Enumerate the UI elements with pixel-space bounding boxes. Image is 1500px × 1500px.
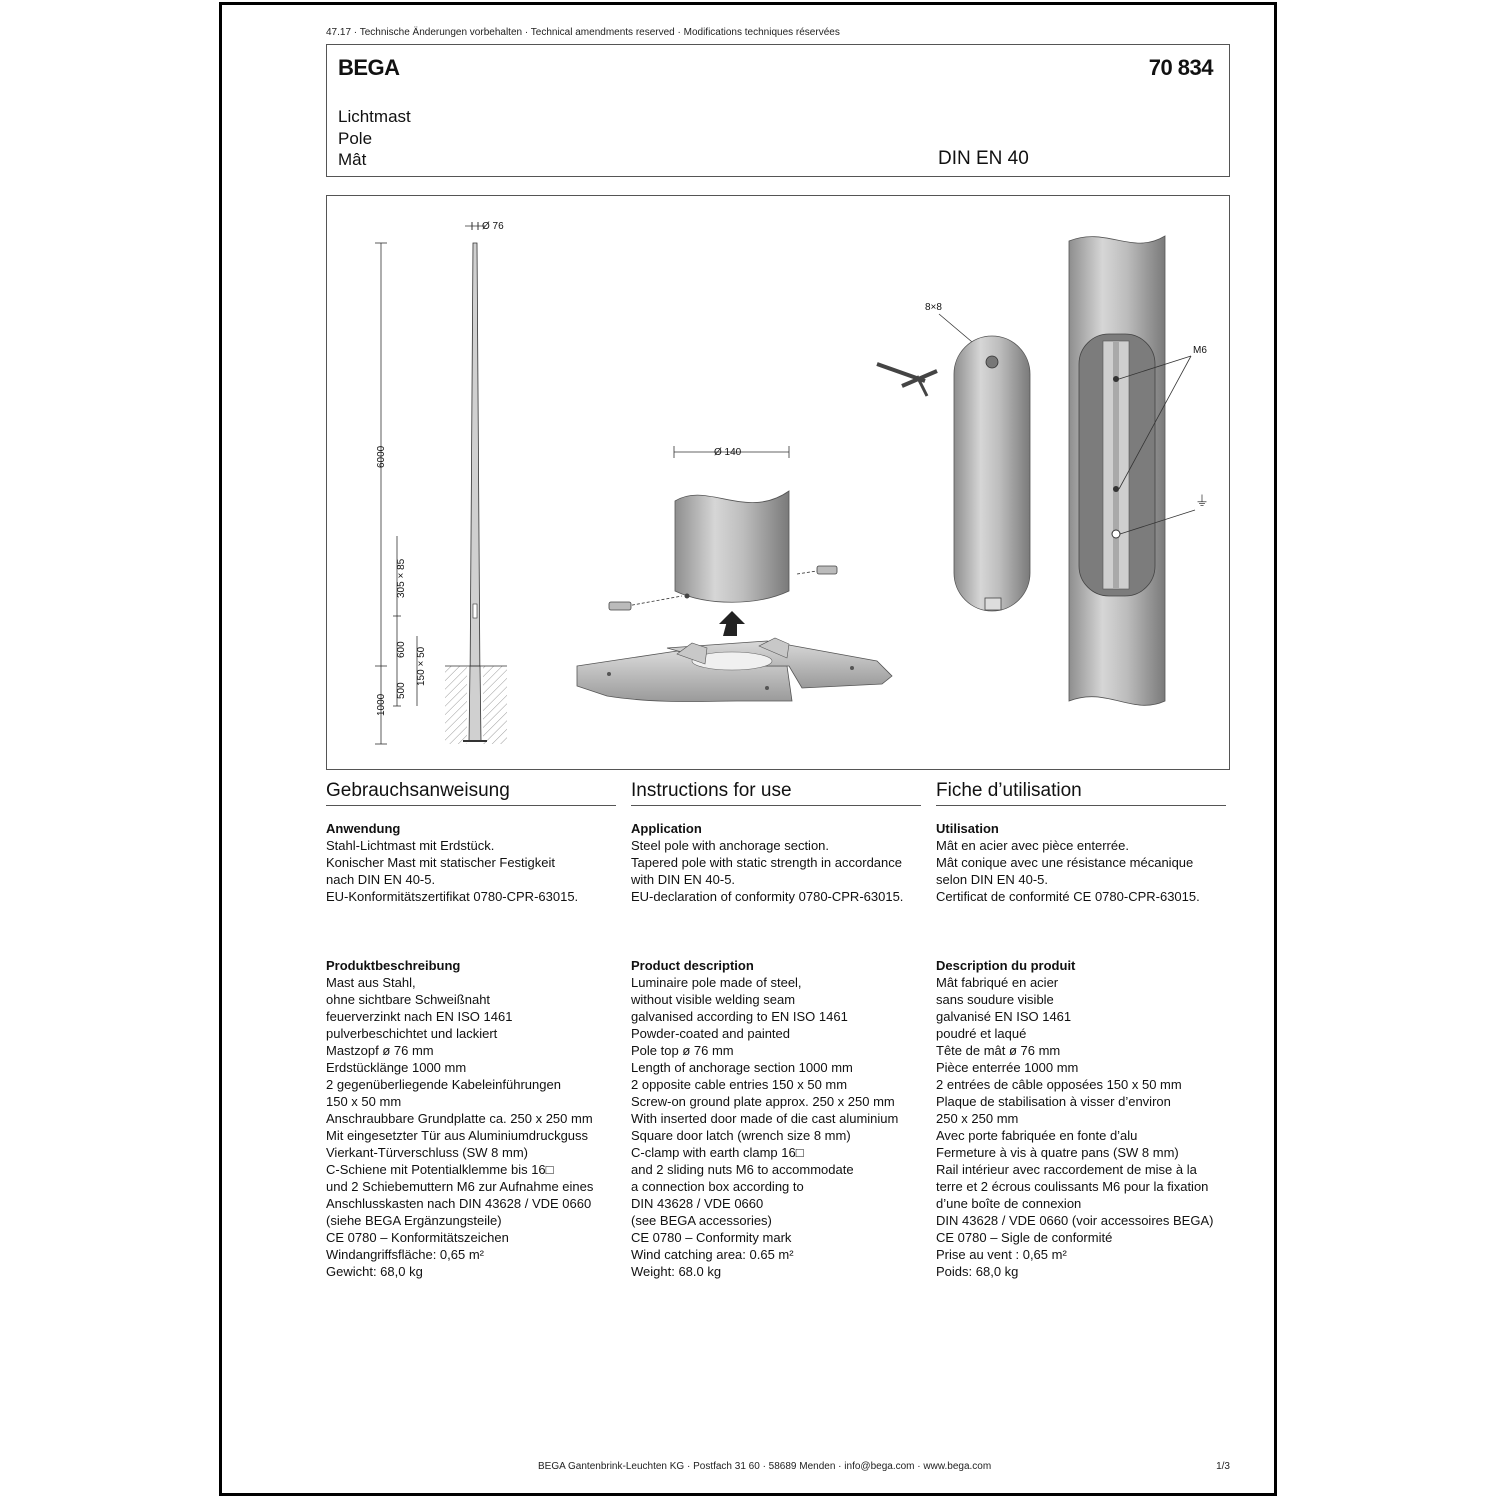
header-box [326, 44, 1230, 177]
text-line: ohne sichtbare Schweißnaht [326, 992, 491, 1007]
heading-english: Instructions for use [631, 780, 921, 806]
text-line: Mât fabriqué en acier [936, 975, 1059, 990]
text-line: Mit eingesetzter Tür aus Aluminiumdruckguss [326, 1128, 589, 1143]
text-line: CE 0780 – Conformity mark [631, 1230, 792, 1245]
text-line: Mast aus Stahl, [326, 975, 416, 990]
text-line: Luminaire pole made of steel, [631, 975, 802, 990]
text-line: 150 x 50 mm [326, 1094, 402, 1109]
footer-company: BEGA Gantenbrink-Leuchten KG · Postfach 31 60 · 58689 Menden · info@bega.com · www.bega.com [538, 1461, 992, 1472]
application-title-en: Application [631, 821, 702, 836]
dim-anchorage: 1000 [376, 693, 387, 716]
text-line: CE 0780 – Sigle de conformité [936, 1230, 1113, 1245]
amendment-note: 47.17 · Technische Änderungen vorbehalten · Technical amendments reserved · Modifications techniques réservées [326, 27, 840, 38]
column-french [936, 780, 1226, 1280]
technical-drawing [326, 195, 1230, 770]
text-line: Rail intérieur avec raccordement de mise à la [936, 1162, 1197, 1177]
earth-icon: ⏚ [1195, 493, 1209, 509]
text-line: terre et 2 écrous coulissants M6 pour la fixation [936, 1179, 1209, 1194]
text-line: Pièce enterrée 1000 mm [936, 1060, 1079, 1075]
product-name-fr: Mât [338, 150, 367, 169]
text-line: galvanised according to EN ISO 1461 [631, 1009, 848, 1024]
door-assembly [877, 302, 1030, 611]
text-line: Poids: 68,0 kg [936, 1264, 1019, 1279]
dim-height: 6000 [376, 445, 387, 468]
text-line: Gewicht: 68,0 kg [326, 1264, 423, 1279]
application-text-de [326, 837, 616, 905]
description-text-fr [936, 974, 1226, 1280]
text-line: Anschlusskasten nach DIN 43628 / VDE 0660 [326, 1196, 592, 1211]
text-line: With inserted door made of die cast aluminium [631, 1111, 899, 1126]
column-english [631, 780, 921, 1280]
text-line: poudré et laqué [936, 1026, 1027, 1041]
application-text-en [631, 837, 921, 905]
text-line: without visible welding seam [631, 992, 796, 1007]
nut-label: M6 [1193, 345, 1207, 356]
text-line: DIN 43628 / VDE 0660 [631, 1196, 764, 1211]
text-line: selon DIN EN 40-5. [936, 872, 1048, 887]
base-plate-assembly [577, 446, 892, 702]
text-line: nach DIN EN 40-5. [326, 872, 436, 887]
text-line: und 2 Schiebemuttern M6 zur Aufnahme eines [326, 1179, 594, 1194]
application-title-de: Anwendung [326, 821, 401, 836]
text-line: pulverbeschichtet und lackiert [326, 1026, 498, 1041]
text-line: Mastzopf ø 76 mm [326, 1043, 434, 1058]
heading-german: Gebrauchsanweisung [326, 780, 616, 806]
text-line: Certificat de conformité CE 0780-CPR-63015. [936, 889, 1200, 904]
dim-500: 500 [396, 682, 407, 699]
description-title-fr: Description du produit [936, 958, 1076, 973]
dim-base-diameter: Ø 140 [714, 447, 742, 458]
text-line: Mât conique avec une résistance mécanique [936, 855, 1194, 870]
text-line: Steel pole with anchorage section. [631, 838, 830, 853]
text-line: Screw-on ground plate approx. 250 x 250 mm [631, 1094, 895, 1109]
text-line: Fermeture à vis à quatre pans (SW 8 mm) [936, 1145, 1179, 1160]
page-number: 1/3 [1216, 1461, 1230, 1472]
text-line: Plaque de stabilisation à visser d’environ [936, 1094, 1171, 1109]
dim-600: 600 [396, 641, 407, 658]
product-name-de: Lichtmast [338, 107, 411, 126]
text-line: DIN 43628 / VDE 0660 (voir accessoires BEGA) [936, 1213, 1214, 1228]
description-text-de [326, 974, 616, 1280]
text-line: d’une boîte de connexion [936, 1196, 1082, 1211]
text-line: Windangriffsfläche: 0,65 m² [326, 1247, 484, 1262]
text-line: Tête de mât ø 76 mm [936, 1043, 1061, 1058]
product-name-en: Pole [338, 128, 373, 148]
text-line: CE 0780 – Konformitätszeichen [326, 1230, 509, 1245]
column-german [326, 780, 616, 1280]
standard-label: DIN EN 40 [938, 148, 1029, 169]
application-text-fr [936, 837, 1226, 905]
text-line: Weight: 68.0 kg [631, 1264, 722, 1279]
text-line: Wind catching area: 0.65 m² [631, 1247, 794, 1262]
text-line: 2 opposite cable entries 150 x 50 mm [631, 1077, 848, 1092]
dim-cable-entry: 150 × 50 [416, 646, 427, 686]
text-line: Mât en acier avec pièce enterrée. [936, 838, 1129, 853]
text-line: Anschraubbare Grundplatte ca. 250 x 250 mm [326, 1111, 593, 1126]
dim-top-diameter: Ø 76 [482, 221, 504, 232]
text-line: Stahl-Lichtmast mit Erdstück. [326, 838, 495, 853]
description-title-en: Product description [631, 958, 754, 973]
text-line: and 2 sliding nuts M6 to accommodate [631, 1162, 854, 1177]
text-line: galvanisé EN ISO 1461 [936, 1009, 1072, 1024]
text-line: Erdstücklänge 1000 mm [326, 1060, 467, 1075]
application-title-fr: Utilisation [936, 821, 999, 836]
pole-section-rail [1069, 236, 1209, 705]
dim-door-opening: 305 × 85 [396, 558, 407, 598]
text-line: feuerverzinkt nach EN ISO 1461 [326, 1009, 513, 1024]
text-line: Avec porte fabriquée en fonte d’alu [936, 1128, 1138, 1143]
text-line: 2 entrées de câble opposées 150 x 50 mm [936, 1077, 1182, 1092]
description-title-de: Produktbeschreibung [326, 958, 461, 973]
text-line: Prise au vent : 0,65 m² [936, 1247, 1067, 1262]
text-line: C-Schiene mit Potentialklemme bis 16□ [326, 1162, 554, 1177]
text-line: Length of anchorage section 1000 mm [631, 1060, 853, 1075]
pole-side-view [375, 221, 507, 744]
text-line: (see BEGA accessories) [631, 1213, 772, 1228]
text-line: EU-Konformitätszertifikat 0780-CPR-63015. [326, 889, 579, 904]
text-line: Square door latch (wrench size 8 mm) [631, 1128, 851, 1143]
article-number: 70 834 [1148, 55, 1213, 80]
text-line: C-clamp with earth clamp 16□ [631, 1145, 804, 1160]
text-line: 2 gegenüberliegende Kabeleinführungen [326, 1077, 561, 1092]
text-line: sans soudure visible [936, 992, 1054, 1007]
text-line: Tapered pole with static strength in accordance [631, 855, 902, 870]
text-line: 250 x 250 mm [936, 1111, 1019, 1126]
description-text-en [631, 974, 921, 1280]
text-line: EU-declaration of conformity 0780-CPR-63015. [631, 889, 904, 904]
drawing-svg [327, 196, 1231, 771]
text-line: with DIN EN 40-5. [631, 872, 736, 887]
text-line: Powder-coated and painted [631, 1026, 791, 1041]
text-line: Konischer Mast mit statischer Festigkeit [326, 855, 556, 870]
text-line: Vierkant-Türverschluss (SW 8 mm) [326, 1145, 529, 1160]
brand-name: BEGA [338, 55, 400, 80]
product-names [338, 106, 411, 171]
dim-wrench: 8×8 [925, 302, 942, 313]
text-line: a connection box according to [631, 1179, 804, 1194]
text-line: Pole top ø 76 mm [631, 1043, 734, 1058]
heading-french: Fiche d’utilisation [936, 780, 1226, 806]
text-line: (siehe BEGA Ergänzungsteile) [326, 1213, 502, 1228]
